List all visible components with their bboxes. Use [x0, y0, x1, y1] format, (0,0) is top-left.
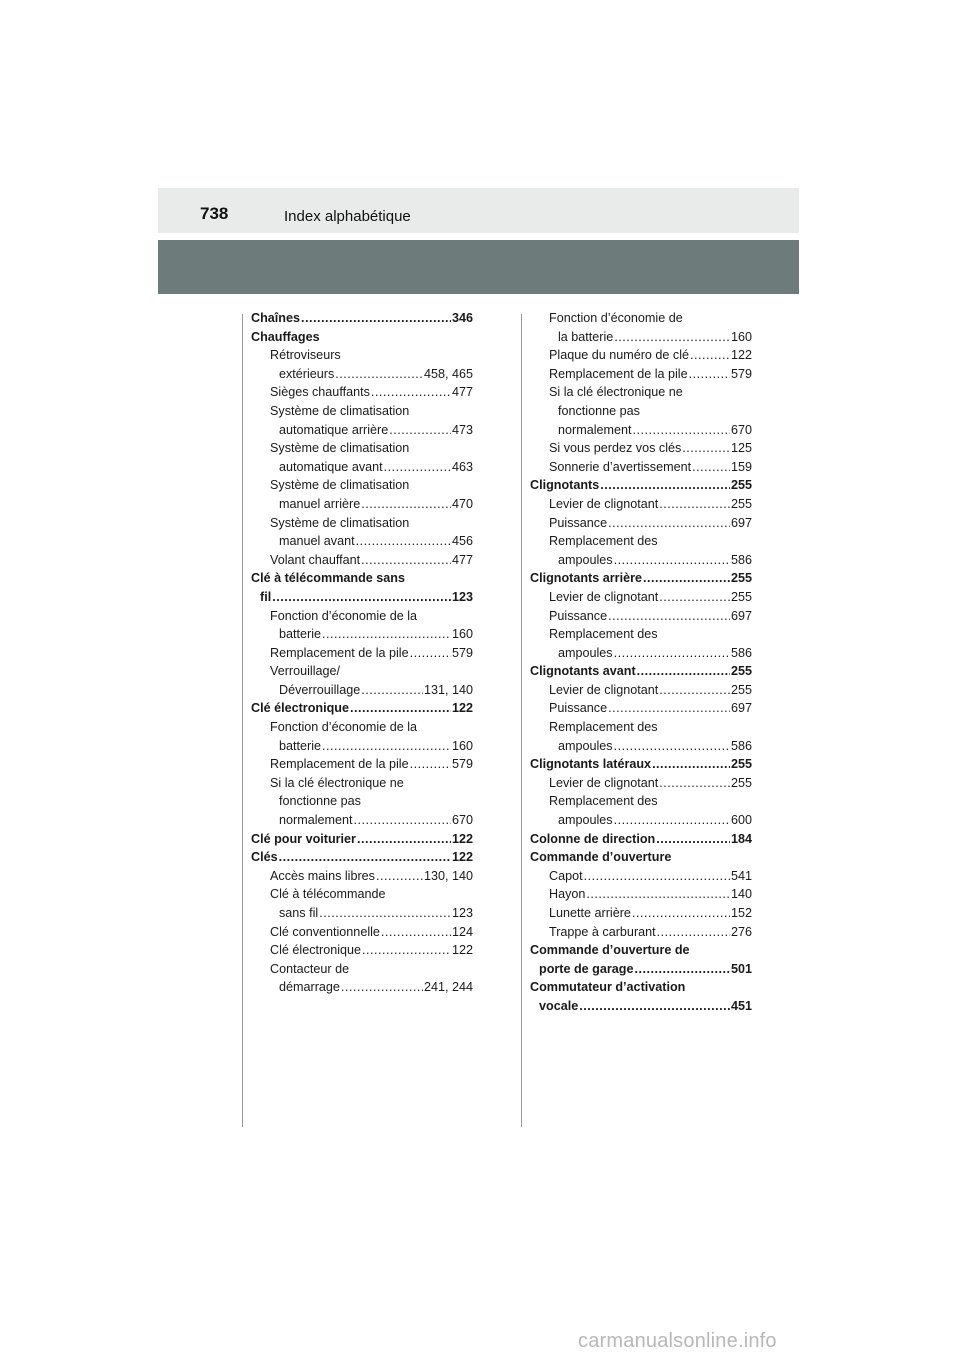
- index-entry-text: Clignotants arrière: [530, 571, 642, 586]
- index-entry-text: Remplacement de la pile: [270, 757, 409, 772]
- dot-leader: [384, 458, 451, 477]
- index-entry-text: Levier de clignotant: [549, 496, 659, 511]
- index-entry-text: automatique avant: [279, 459, 383, 474]
- dot-leader: [322, 625, 451, 644]
- index-entry-text: Trappe à carburant: [549, 924, 656, 939]
- dot-leader: [301, 309, 451, 328]
- index-heading: Système de climatisation: [270, 515, 410, 530]
- index-entry-text: Chaînes: [251, 311, 300, 325]
- index-entry: [530, 923, 752, 942]
- index-entry-text: Clé électronique: [251, 701, 349, 716]
- dot-leader: [659, 774, 730, 793]
- index-entry: [530, 607, 752, 626]
- dot-leader: [354, 811, 451, 830]
- dot-leader: [371, 383, 451, 402]
- dot-leader: [614, 737, 730, 756]
- index-heading: Commutateur d’activation: [530, 980, 686, 995]
- index-entry-text: Clés: [251, 850, 278, 865]
- index-entry-text: normalement: [279, 813, 353, 828]
- index-entry: [530, 904, 752, 923]
- index-heading: Si la clé électronique ne: [549, 385, 683, 400]
- dot-leader: [272, 588, 451, 607]
- index-entry: [251, 923, 473, 942]
- dot-leader: [614, 551, 730, 570]
- index-entry-text: sans fil: [279, 906, 319, 920]
- index-entry-text: Levier de clignotant: [549, 775, 659, 790]
- page-reference: 579: [451, 645, 473, 660]
- page-reference: 255: [730, 496, 752, 511]
- dot-leader: [689, 365, 730, 384]
- index-entry-text: Remplacement de la pile: [549, 366, 688, 381]
- index-heading: Rétroviseurs: [270, 348, 341, 363]
- index-entry: [530, 960, 752, 979]
- index-entry: [530, 644, 752, 663]
- index-entry: [251, 532, 473, 551]
- index-heading: Remplacement des: [549, 720, 658, 735]
- dot-leader: [634, 960, 730, 979]
- index-entry: [251, 830, 473, 849]
- page-reference: 697: [730, 701, 752, 716]
- index-heading: Fonction d’économie de la: [270, 608, 418, 623]
- index-entry-text: Lunette arrière: [549, 906, 631, 920]
- index-entry-text: Puissance: [549, 515, 608, 530]
- dot-leader: [410, 644, 451, 663]
- index-entry-text: Remplacement de la pile: [270, 645, 409, 660]
- index-entry-text: Puissance: [549, 701, 608, 716]
- header-band: [158, 240, 799, 294]
- index-heading: Fonction d’économie de la: [270, 720, 418, 735]
- dot-leader: [692, 458, 730, 477]
- page-reference: 122: [451, 831, 473, 846]
- index-entry: [251, 941, 473, 960]
- page-reference: 152: [730, 906, 752, 920]
- index-entry: [530, 774, 752, 793]
- index-entry: [251, 978, 473, 997]
- index-entry: [251, 867, 473, 886]
- index-entry: [251, 699, 473, 718]
- page-reference: 241, 244: [423, 980, 473, 995]
- index-entry: [251, 755, 473, 774]
- dot-leader: [579, 997, 730, 1016]
- dot-leader: [608, 607, 730, 626]
- index-entry-text: ampoules: [558, 645, 613, 660]
- page-reference: 160: [451, 738, 473, 753]
- dot-leader: [361, 551, 451, 570]
- index-entry-text: ampoules: [558, 738, 613, 753]
- page-reference: 122: [451, 850, 473, 865]
- index-entry-text: Hayon: [549, 887, 586, 902]
- index-entry: [530, 699, 752, 718]
- page-reference: 255: [730, 478, 752, 493]
- dot-leader: [410, 755, 451, 774]
- index-heading: Clé à télécommande sans: [251, 571, 405, 586]
- dot-leader: [381, 923, 451, 942]
- index-entry: [530, 588, 752, 607]
- index-heading: fonctionne pas: [279, 794, 361, 809]
- dot-leader: [633, 421, 730, 440]
- page-reference: 346: [451, 311, 473, 325]
- page-reference: 255: [730, 664, 752, 679]
- index-heading: Remplacement des: [549, 534, 658, 549]
- index-entry-text: Levier de clignotant: [549, 589, 659, 604]
- index-heading: Système de climatisation: [270, 403, 410, 418]
- index-entry-text: Colonne de direction: [530, 831, 656, 846]
- page-reference: 463: [451, 459, 473, 474]
- dot-leader: [335, 365, 423, 384]
- index-entry-text: Clignotants avant: [530, 664, 636, 679]
- index-entry: [251, 365, 473, 384]
- index-entry: [530, 830, 752, 849]
- index-entry: [251, 681, 473, 700]
- index-entry-text: manuel avant: [279, 534, 355, 549]
- index-heading: Si la clé électronique ne: [270, 775, 404, 790]
- index-entry-text: Plaque du numéro de clé: [549, 348, 690, 363]
- page-reference: 697: [730, 608, 752, 623]
- index-entry: [251, 309, 473, 328]
- page-reference: 473: [451, 422, 473, 437]
- index-entry: [530, 681, 752, 700]
- dot-leader: [656, 830, 730, 849]
- page-reference: 456: [451, 534, 473, 549]
- watermark: carmanualsonline.info: [578, 1330, 777, 1352]
- page-reference: 579: [730, 366, 752, 381]
- index-entry: [530, 476, 752, 495]
- dot-leader: [584, 867, 730, 886]
- index-entry: [530, 495, 752, 514]
- page-reference: 579: [451, 757, 473, 772]
- page-reference: 586: [730, 552, 752, 567]
- index-entry-text: Accès mains libres: [270, 868, 375, 883]
- index-entry: [530, 514, 752, 533]
- dot-leader: [586, 885, 730, 904]
- index-entry-text: Clé pour voiturier: [251, 831, 356, 846]
- page-reference: 123: [451, 906, 473, 920]
- index-heading: Système de climatisation: [270, 441, 410, 456]
- page-reference: 255: [730, 682, 752, 697]
- dot-leader: [279, 848, 451, 867]
- index-column-left: [251, 309, 473, 997]
- index-entry: [251, 551, 473, 570]
- index-entry: [530, 885, 752, 904]
- page-reference: 255: [730, 775, 752, 790]
- index-entry-text: Clé électronique: [270, 943, 362, 958]
- dot-leader: [322, 737, 451, 756]
- page-reference: 160: [730, 329, 752, 344]
- dot-leader: [652, 755, 730, 774]
- dot-leader: [376, 867, 423, 886]
- page-reference: 122: [451, 701, 473, 716]
- index-entry: [530, 421, 752, 440]
- index-entry-text: démarrage: [279, 980, 340, 995]
- index-heading: fonctionne pas: [558, 403, 640, 418]
- dot-leader: [682, 439, 730, 458]
- index-entry-text: automatique arrière: [279, 422, 389, 437]
- index-entry: [251, 458, 473, 477]
- dot-leader: [389, 421, 451, 440]
- index-entry: [530, 328, 752, 347]
- index-entry-text: porte de garage: [539, 961, 634, 976]
- dot-leader: [356, 532, 451, 551]
- dot-leader: [690, 346, 730, 365]
- dot-leader: [350, 699, 451, 718]
- page-reference: 122: [730, 348, 752, 363]
- index-entry: [251, 644, 473, 663]
- index-entry-text: la batterie: [558, 329, 614, 344]
- page-reference: 501: [730, 961, 752, 976]
- page-reference: 159: [730, 459, 752, 474]
- index-entry-text: vocale: [539, 998, 579, 1013]
- index-entry-text: normalement: [558, 422, 632, 437]
- dot-leader: [600, 476, 730, 495]
- page-reference: 255: [730, 757, 752, 772]
- dot-leader: [608, 699, 730, 718]
- page-reference: 130, 140: [423, 868, 473, 883]
- index-entry-text: Si vous perdez vos clés: [549, 441, 682, 456]
- index-entry-text: Puissance: [549, 608, 608, 623]
- index-entry-text: Clé conventionnelle: [270, 924, 380, 939]
- index-entry: [530, 551, 752, 570]
- index-entry-text: Déverrouillage: [279, 682, 361, 697]
- index-entry-text: Volant chauffant: [270, 552, 361, 567]
- page-reference: 255: [730, 571, 752, 586]
- index-entry: [251, 737, 473, 756]
- index-entry-text: Sonnerie d’avertissement: [549, 459, 692, 474]
- dot-leader: [657, 923, 730, 942]
- index-heading: Clé à télécommande: [270, 887, 386, 902]
- index-entry: [530, 737, 752, 756]
- page-reference: 255: [730, 589, 752, 604]
- index-entry: [251, 495, 473, 514]
- page-reference: 470: [451, 496, 473, 511]
- index-entry: [251, 421, 473, 440]
- index-column-right: [530, 309, 752, 1016]
- header-bar: [158, 188, 799, 233]
- page-reference: 586: [730, 645, 752, 660]
- page-reference: 697: [730, 515, 752, 530]
- index-entry: [530, 867, 752, 886]
- left-column-rule: [242, 314, 243, 1127]
- index-entry: [530, 811, 752, 830]
- index-entry: [251, 383, 473, 402]
- index-heading: Remplacement des: [549, 794, 658, 809]
- index-heading: Système de climatisation: [270, 478, 410, 493]
- index-entry-text: manuel arrière: [279, 496, 361, 511]
- index-entry-text: fil: [260, 589, 272, 604]
- page-reference: 276: [730, 924, 752, 939]
- page-reference: 477: [451, 385, 473, 400]
- index-entry: [530, 997, 752, 1016]
- page-reference: 124: [451, 924, 473, 939]
- dot-leader: [357, 830, 451, 849]
- page-reference: 670: [730, 422, 752, 437]
- page-reference: 541: [730, 868, 752, 883]
- index-entry: [251, 848, 473, 867]
- index-entry: [251, 588, 473, 607]
- dot-leader: [362, 941, 451, 960]
- index-entry: [530, 346, 752, 365]
- right-column-rule: [521, 314, 522, 1127]
- page-reference: 123: [451, 589, 473, 604]
- index-entry: [530, 458, 752, 477]
- page-reference: 131, 140: [423, 682, 473, 697]
- index-entry: [530, 662, 752, 681]
- index-entry-text: extérieurs: [279, 366, 335, 381]
- page-reference: 670: [451, 813, 473, 828]
- dot-leader: [659, 588, 730, 607]
- page-reference: 122: [451, 943, 473, 958]
- section-title: Index alphabétique: [284, 208, 411, 225]
- index-entry-text: Capot: [549, 868, 583, 883]
- page-reference: 458, 465: [423, 366, 473, 381]
- index-entry-text: batterie: [279, 627, 322, 642]
- index-entry-text: batterie: [279, 738, 322, 753]
- dot-leader: [643, 569, 730, 588]
- dot-leader: [608, 514, 730, 533]
- index-entry-text: Sièges chauffants: [270, 385, 370, 400]
- index-entry-text: Clignotants: [530, 478, 600, 493]
- page-reference: 451: [730, 998, 752, 1013]
- dot-leader: [341, 978, 423, 997]
- page-reference: 600: [730, 813, 752, 828]
- page-reference: 586: [730, 738, 752, 753]
- index-heading: Fonction d’économie de: [549, 311, 683, 325]
- index-heading: Remplacement des: [549, 627, 658, 642]
- dot-leader: [637, 662, 730, 681]
- dot-leader: [614, 644, 730, 663]
- dot-leader: [659, 495, 730, 514]
- index-entry-text: Clignotants latéraux: [530, 757, 652, 772]
- page-reference: 477: [451, 552, 473, 567]
- index-heading: Commande d’ouverture: [530, 850, 672, 865]
- page-reference: 140: [730, 887, 752, 902]
- index-entry: [251, 625, 473, 644]
- index-entry: [530, 755, 752, 774]
- page-reference: 125: [730, 441, 752, 456]
- index-entry: [530, 365, 752, 384]
- dot-leader: [614, 328, 730, 347]
- dot-leader: [614, 811, 730, 830]
- dot-leader: [659, 681, 730, 700]
- index-entry-text: ampoules: [558, 813, 613, 828]
- index-heading: Contacteur de: [270, 961, 350, 976]
- index-heading: Verrouillage/: [270, 664, 341, 679]
- dot-leader: [361, 495, 451, 514]
- index-entry: [530, 439, 752, 458]
- page-reference: 160: [451, 627, 473, 642]
- page-reference: 184: [730, 831, 752, 846]
- index-entry: [251, 904, 473, 923]
- index-entry-text: ampoules: [558, 552, 613, 567]
- index-entry: [251, 811, 473, 830]
- page-number: 738: [200, 204, 229, 223]
- dot-leader: [361, 681, 423, 700]
- dot-leader: [319, 904, 451, 923]
- dot-leader: [632, 904, 730, 923]
- index-heading: Chauffages: [251, 329, 320, 344]
- index-entry: [530, 569, 752, 588]
- index-entry-text: Levier de clignotant: [549, 682, 659, 697]
- index-heading: Commande d’ouverture de: [530, 943, 690, 958]
